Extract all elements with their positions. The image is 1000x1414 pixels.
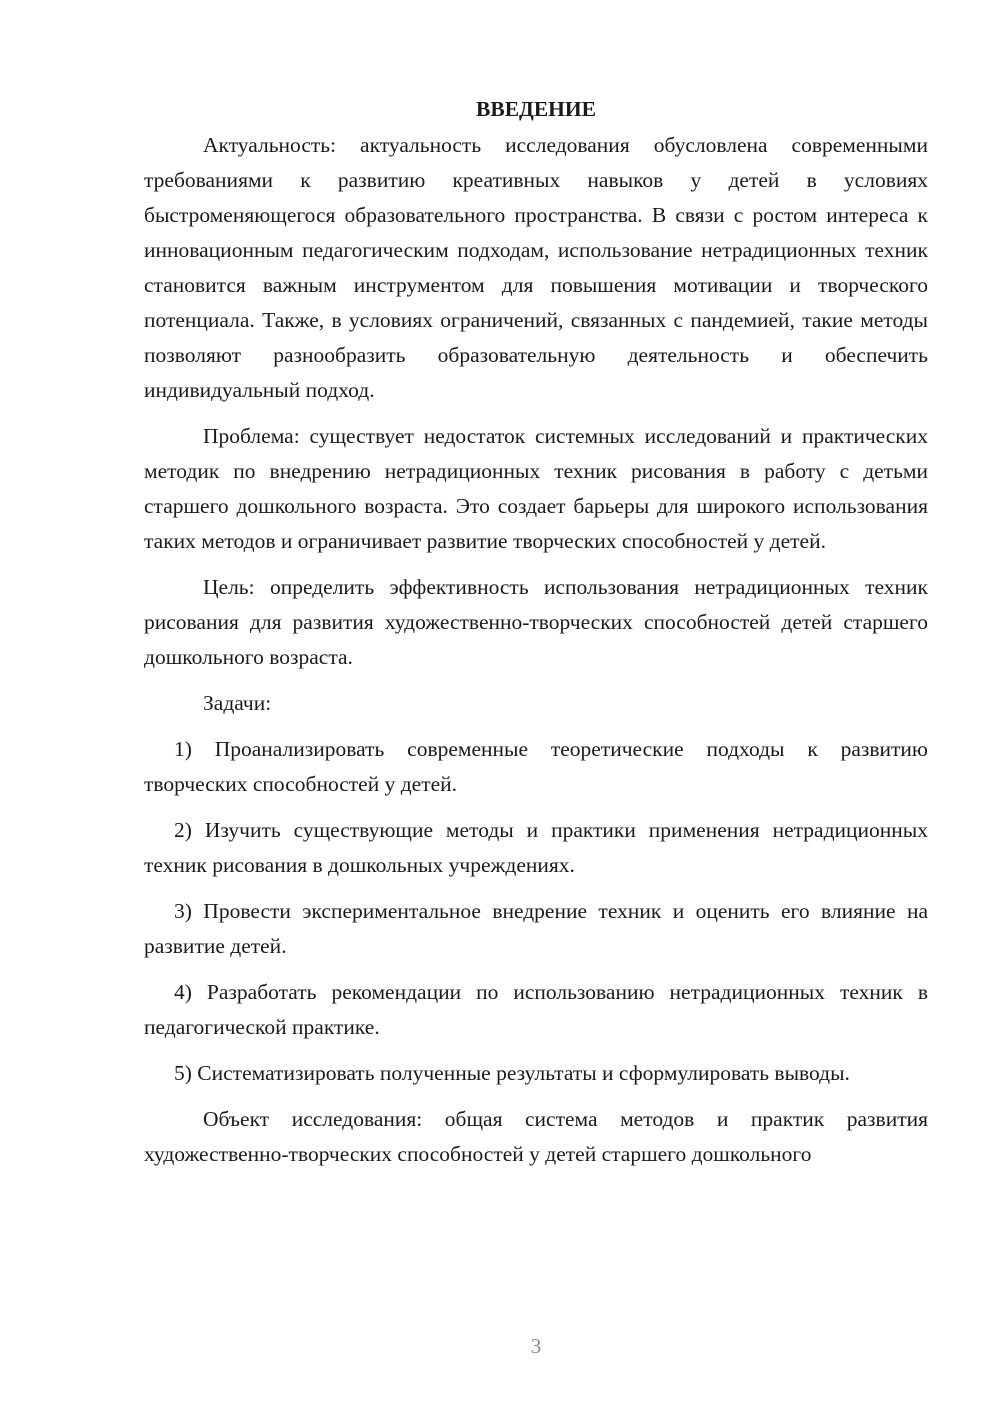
task-item-4: 4) Разработать рекомендации по использованию нетрадиционных техник в педагогической практике.	[144, 980, 928, 1039]
paragraph-object: Объект исследования: общая система методов и практик развития художественно-творческих способностей у детей старшего дошкольного	[144, 1107, 928, 1166]
paragraph-relevance: Актуальность: актуальность исследования обусловлена современными требованиями к развитию креативных навыков у детей в условиях быстроменяющегося образовательного пространства. В связи с ростом интереса к инновационным педагогическим подходам, использование нетрадиционных техник становится важным инструментом для повышения мотивации и творческого потенциала. Также, в условиях ограничений, связанных с пандемией, такие методы позволяют разнообразить образовательную деятельность и обеспечить индивидуальный подход.	[144, 133, 928, 402]
task-item-3: 3) Провести экспериментальное внедрение техник и оценить его влияние на развитие детей.	[144, 899, 928, 958]
paragraph-goal: Цель: определить эффективность использования нетрадиционных техник рисования для развития художественно-творческих способностей детей старшего дошкольного возраста.	[144, 575, 928, 669]
paragraph-problem: Проблема: существует недостаток системных исследований и практических методик по внедрению нетрадиционных техник рисования в работу с детьми старшего дошкольного возраста. Это создает барьеры для широкого использования таких методов и ограничивает развитие творческих способностей у детей.	[144, 424, 928, 553]
page-number: 3	[530, 1334, 542, 1358]
document-page	[144, 92, 928, 1183]
task-item-5: 5) Систематизировать полученные результаты и сформулировать выводы.	[174, 1061, 850, 1085]
section-heading: ВВЕДЕНИЕ	[476, 97, 596, 121]
task-item-2: 2) Изучить существующие методы и практики применения нетрадиционных техник рисования в дошкольных учреждениях.	[144, 818, 928, 877]
tasks-label: Задачи:	[203, 691, 272, 715]
task-item-1: 1) Проанализировать современные теоретические подходы к развитию творческих способностей у детей.	[144, 737, 928, 796]
